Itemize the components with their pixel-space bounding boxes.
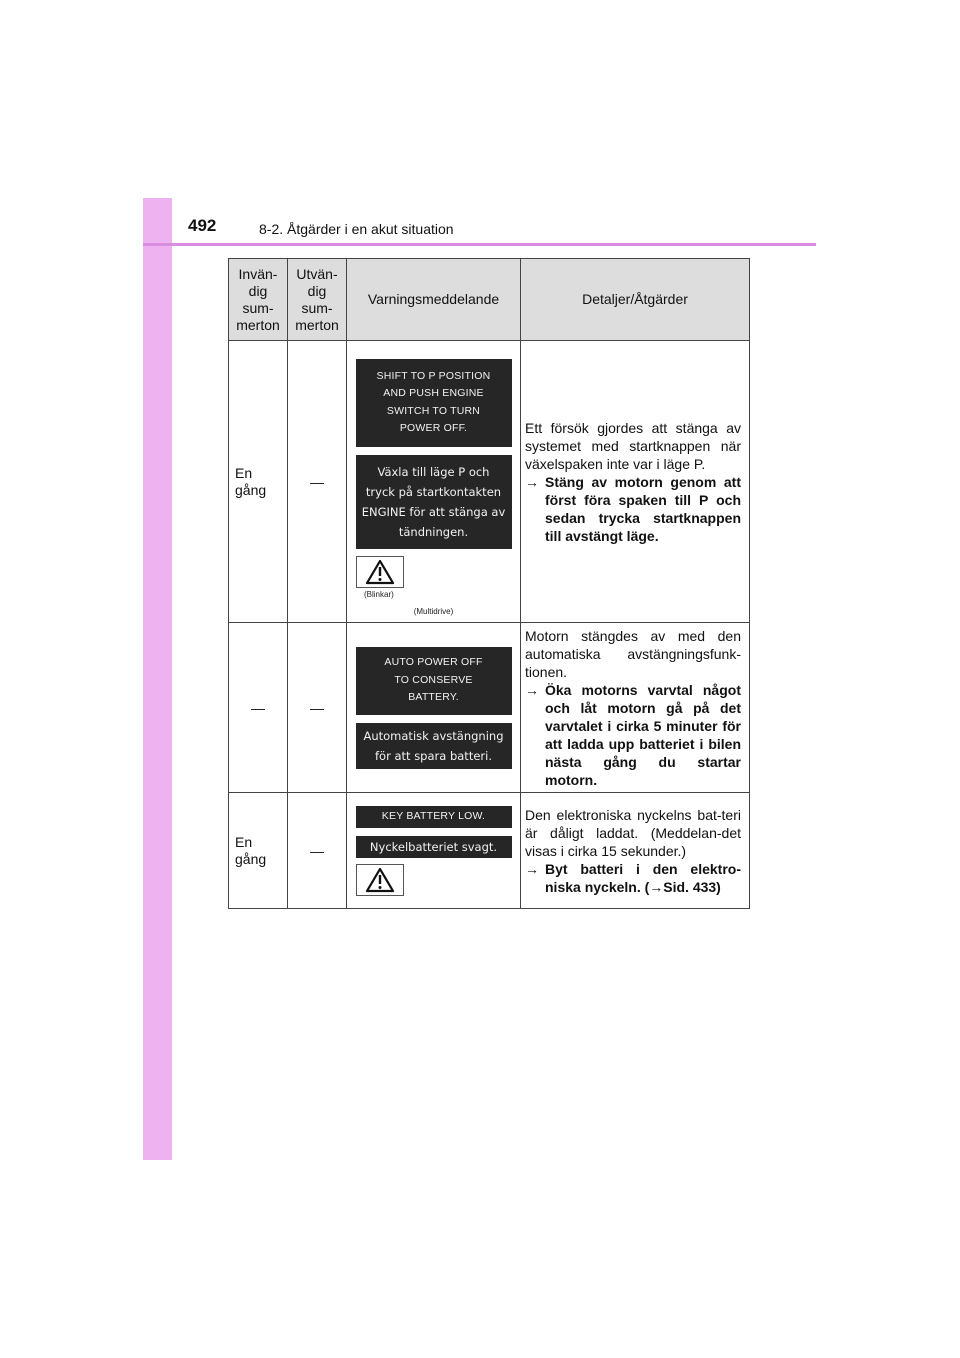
table-header-row bbox=[229, 259, 750, 341]
action-text: Stäng av motorn genom att först föra spaken till P och sedan trycka startknappen till avstängt läge. bbox=[545, 473, 741, 544]
detail-text: Ett försök gjordes att stänga av systemet med startknappen när växelspaken inte var i läge P. bbox=[525, 419, 741, 472]
blink-label: (Blinkar) bbox=[364, 589, 394, 599]
header-inside-buzzer: Invän- dig sum- merton bbox=[229, 259, 288, 341]
multidrive-label: (Multidrive) bbox=[413, 606, 454, 616]
inside-buzzer-cell: — bbox=[229, 623, 288, 793]
warning-table bbox=[228, 258, 750, 909]
arrow-right-icon: → bbox=[525, 473, 539, 490]
action-item bbox=[525, 681, 741, 789]
outside-buzzer-cell: — bbox=[288, 623, 347, 793]
inside-buzzer-cell: En gång bbox=[229, 341, 288, 623]
header-warning-message: Varningsmeddelande bbox=[347, 259, 521, 341]
outside-buzzer-cell: — bbox=[288, 341, 347, 623]
arrow-right-icon: → bbox=[525, 860, 539, 877]
action-item bbox=[525, 473, 741, 545]
detail-cell bbox=[521, 623, 750, 793]
table-row bbox=[229, 341, 750, 623]
outside-buzzer-cell: — bbox=[288, 793, 347, 909]
table-row bbox=[229, 793, 750, 909]
detail-cell bbox=[521, 793, 750, 909]
display-message-sv: Växla till läge P och tryck på startkontakten ENGINE för att stänga av tändningen. bbox=[356, 455, 512, 549]
warning-triangle-icon bbox=[356, 864, 404, 896]
header-outside-buzzer: Utvän- dig sum- merton bbox=[288, 259, 347, 341]
message-cell bbox=[347, 341, 521, 623]
detail-cell bbox=[521, 341, 750, 623]
arrow-right-icon: → bbox=[525, 681, 539, 698]
display-message-en: SHIFT TO P POSITION AND PUSH ENGINE SWITCH TO TURN POWER OFF. bbox=[356, 359, 512, 447]
action-item bbox=[525, 860, 741, 896]
display-message-sv: Automatisk avstängning för att spara batteri. bbox=[356, 723, 512, 769]
detail-text: Den elektroniska nyckelns bat-teri är dåligt laddat. (Meddelan-det visas i cirka 15 sekunder.) bbox=[525, 806, 741, 859]
detail-text: Motorn stängdes av med den automatiska avstängningsfunk-tionen. bbox=[525, 627, 741, 680]
display-message-en: AUTO POWER OFF TO CONSERVE BATTERY. bbox=[356, 647, 512, 715]
message-cell bbox=[347, 623, 521, 793]
action-text: Byt batteri i den elektro-niska nyckeln. (→Sid. 433) bbox=[545, 860, 741, 895]
message-cell bbox=[347, 793, 521, 909]
action-text: Öka motorns varvtal något och låt motorn gå på det varvtalet i cirka 5 minuter för att ladda upp batteriet i bilen nästa gång du startar motorn. bbox=[545, 681, 741, 788]
side-tab-bar bbox=[143, 198, 172, 1160]
page-number: 492 bbox=[188, 216, 217, 235]
header-rule bbox=[143, 243, 816, 246]
warning-triangle-icon bbox=[356, 556, 404, 588]
display-message-sv: Nyckelbatteriet svagt. bbox=[356, 836, 512, 858]
display-message-en: KEY BATTERY LOW. bbox=[356, 806, 512, 828]
header-details: Detaljer/Åtgärder bbox=[521, 259, 750, 341]
inside-buzzer-cell: En gång bbox=[229, 793, 288, 909]
table-row bbox=[229, 623, 750, 793]
section-title: 8-2. Åtgärder i en akut situation bbox=[259, 221, 454, 237]
